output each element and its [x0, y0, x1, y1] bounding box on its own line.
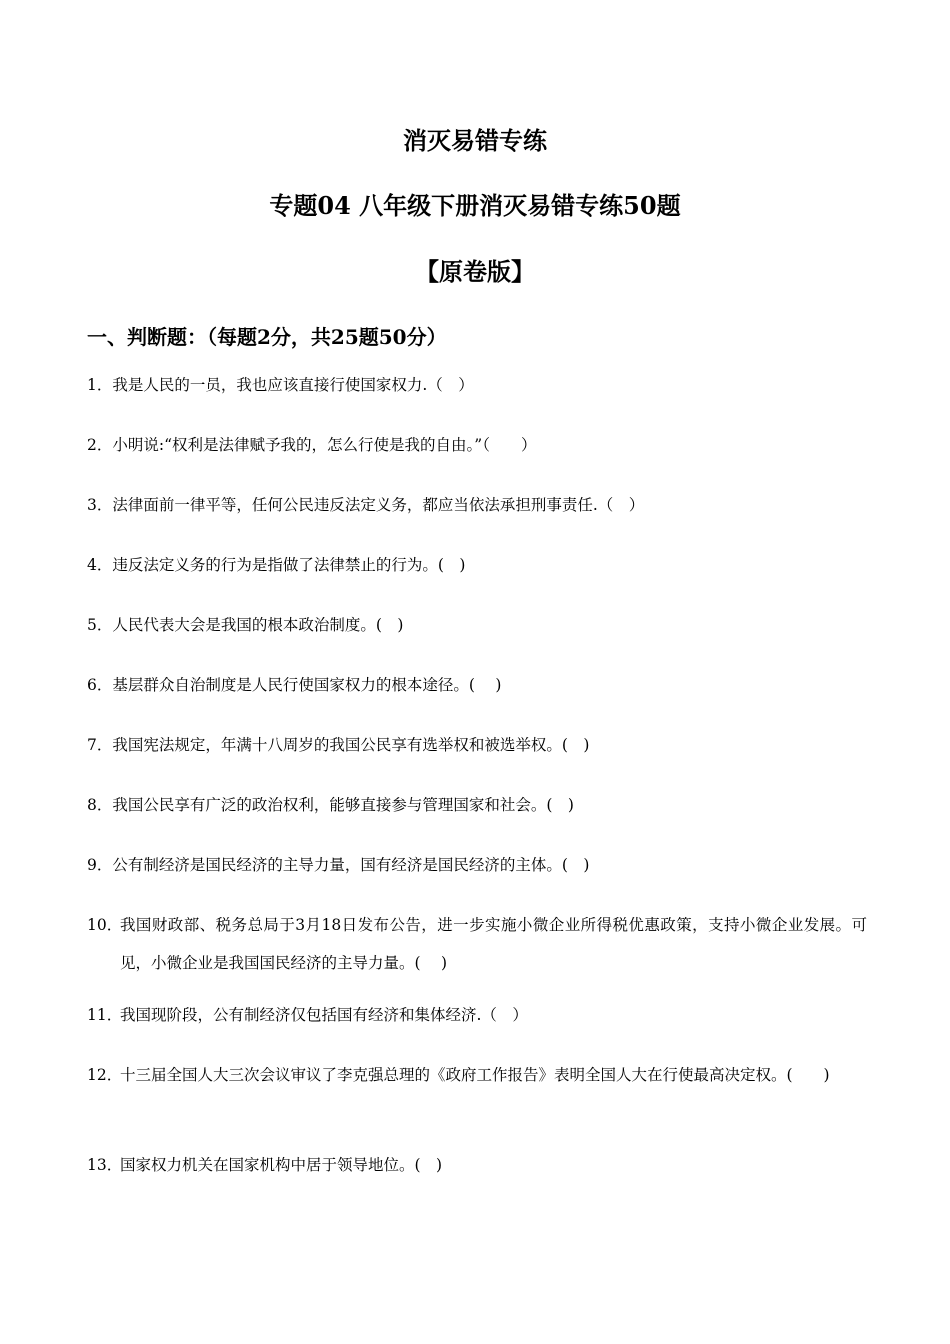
question-number: 10．: [87, 916, 123, 934]
question-item: [87, 996, 867, 1034]
question-number: 11．: [87, 1006, 123, 1024]
document-subtitle: 专题04 八年级下册消灭易错专练50题: [269, 191, 681, 220]
question-item: [87, 366, 867, 404]
question-text: 法律面前一律平等，任何公民违反法定义务，都应当依法承担刑事责任.（ ）: [112, 496, 645, 514]
section-heading: 一、判断题：（每题2分，共25题50分）: [87, 325, 447, 349]
question-text: 公有制经济是国民经济的主导力量，国有经济是国民经济的主体。( ): [112, 856, 590, 874]
question-item: [87, 906, 867, 982]
question-number: 6．: [87, 676, 113, 694]
question-text: 我是人民的一员，我也应该直接行使国家权力.（ ）: [112, 376, 474, 394]
question-item: [87, 726, 867, 764]
question-item: [87, 846, 867, 884]
question-text: 我国现阶段，公有制经济仅包括国有经济和集体经济.（ ）: [120, 1006, 528, 1024]
question-text: 人民代表大会是我国的根本政治制度。( ): [112, 616, 404, 634]
question-number: 12．: [87, 1066, 123, 1084]
question-text: 国家权力机关在国家机构中居于领导地位。( ): [120, 1156, 443, 1174]
question-item: [87, 426, 867, 464]
question-number: 13．: [87, 1156, 123, 1174]
question-number: 5．: [87, 616, 113, 634]
question-number: 4．: [87, 556, 113, 574]
question-number: 8．: [87, 796, 113, 814]
document-title: 消灭易错专练: [403, 126, 547, 155]
question-text: 我国财政部、税务总局于3月18日发布公告，进一步实施小微企业所得税优惠政策，支持小微企业发展。可见，小微企业是我国国民经济的主导力量。( ): [120, 916, 867, 972]
question-text: 小明说:“权利是法律赋予我的，怎么行使是我的自由。”（ ）: [112, 436, 537, 454]
question-text: 十三届全国人大三次会议审议了李克强总理的《政府工作报告》表明全国人大在行使最高决定权。( ): [120, 1066, 830, 1084]
question-item: [87, 606, 867, 644]
question-number: 1．: [87, 376, 113, 394]
question-number: 3．: [87, 496, 113, 514]
question-text: 基层群众自治制度是人民行使国家权力的根本途径。( ): [112, 676, 502, 694]
question-item: [87, 546, 867, 584]
edition-label: 【原卷版】: [415, 257, 535, 286]
question-number: 2．: [87, 436, 113, 454]
question-item: [87, 786, 867, 824]
question-number: 7．: [87, 736, 113, 754]
question-text: 我国宪法规定，年满十八周岁的我国公民享有选举权和被选举权。( ): [112, 736, 590, 754]
question-text: 违反法定义务的行为是指做了法律禁止的行为。( ): [112, 556, 466, 574]
question-item: [87, 1056, 867, 1094]
question-item: [87, 666, 867, 704]
question-text: 我国公民享有广泛的政治权利，能够直接参与管理国家和社会。( ): [112, 796, 574, 814]
question-item: [87, 486, 867, 524]
question-number: 9．: [87, 856, 113, 874]
question-item: [87, 1146, 867, 1184]
